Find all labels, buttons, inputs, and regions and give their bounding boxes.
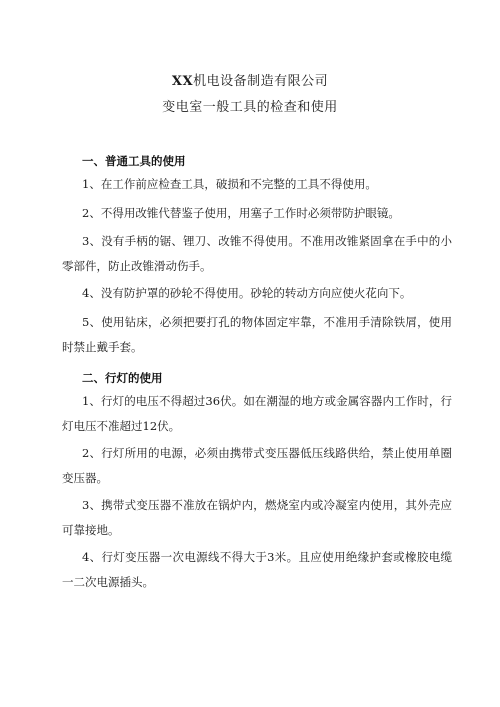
paragraph-general-2: 2、不得用改锥代替鉴子使用，用塞子工作时必须带防护眼镜。 — [82, 206, 400, 220]
paragraph-general-4: 4、没有防护罩的砂轮不得使用。砂轮的转动方向应使火花向下。 — [82, 286, 412, 300]
paragraph-general-1: 1、在工作前应检查工具，破损和不完整的工具不得使用。 — [82, 177, 377, 191]
paragraph-general-5: 5、使用钻床，必须把要打孔的物体固定牢靠，不准用手清除铁屑，使用时禁止戴手套。 — [62, 315, 452, 354]
paragraph-lamp-1: 1、行灯的电压不得超过36伏。如在潮湿的地方或金属容器内工作时，行灯电压不准超过12伏。 — [62, 394, 452, 433]
paragraph-general-3: 3、没有手柄的锯、锂刀、改锥不得使用。不准用改锥紧固拿在手中的小零部件，防止改锥滑动伤手。 — [62, 234, 452, 273]
company-title-name: 机电设备制造有限公司 — [193, 74, 329, 89]
section-heading-general-tools: 一、普通工具的使用 — [82, 154, 186, 168]
company-title — [0, 70, 500, 89]
paragraph-lamp-3: 3、携带式变压器不准放在锅炉内，燃烧室内或冷凝室内使用，其外壳应可靠接地。 — [62, 498, 452, 537]
paragraph-lamp-4: 4、行灯变压器一次电源线不得大于3米。且应使用绝缘护套或橡胶电缆一二次电源插头。 — [62, 550, 452, 589]
section-heading-work-lamp: 二、行灯的使用 — [82, 371, 163, 385]
company-title-prefix: XX — [171, 74, 194, 89]
paragraph-lamp-2: 2、行灯所用的电源，必须由携带式变压器低压线路供给，禁止使用单圈变压器。 — [62, 446, 452, 485]
document-title: 变电室一般工具的检查和使用 — [162, 100, 338, 115]
